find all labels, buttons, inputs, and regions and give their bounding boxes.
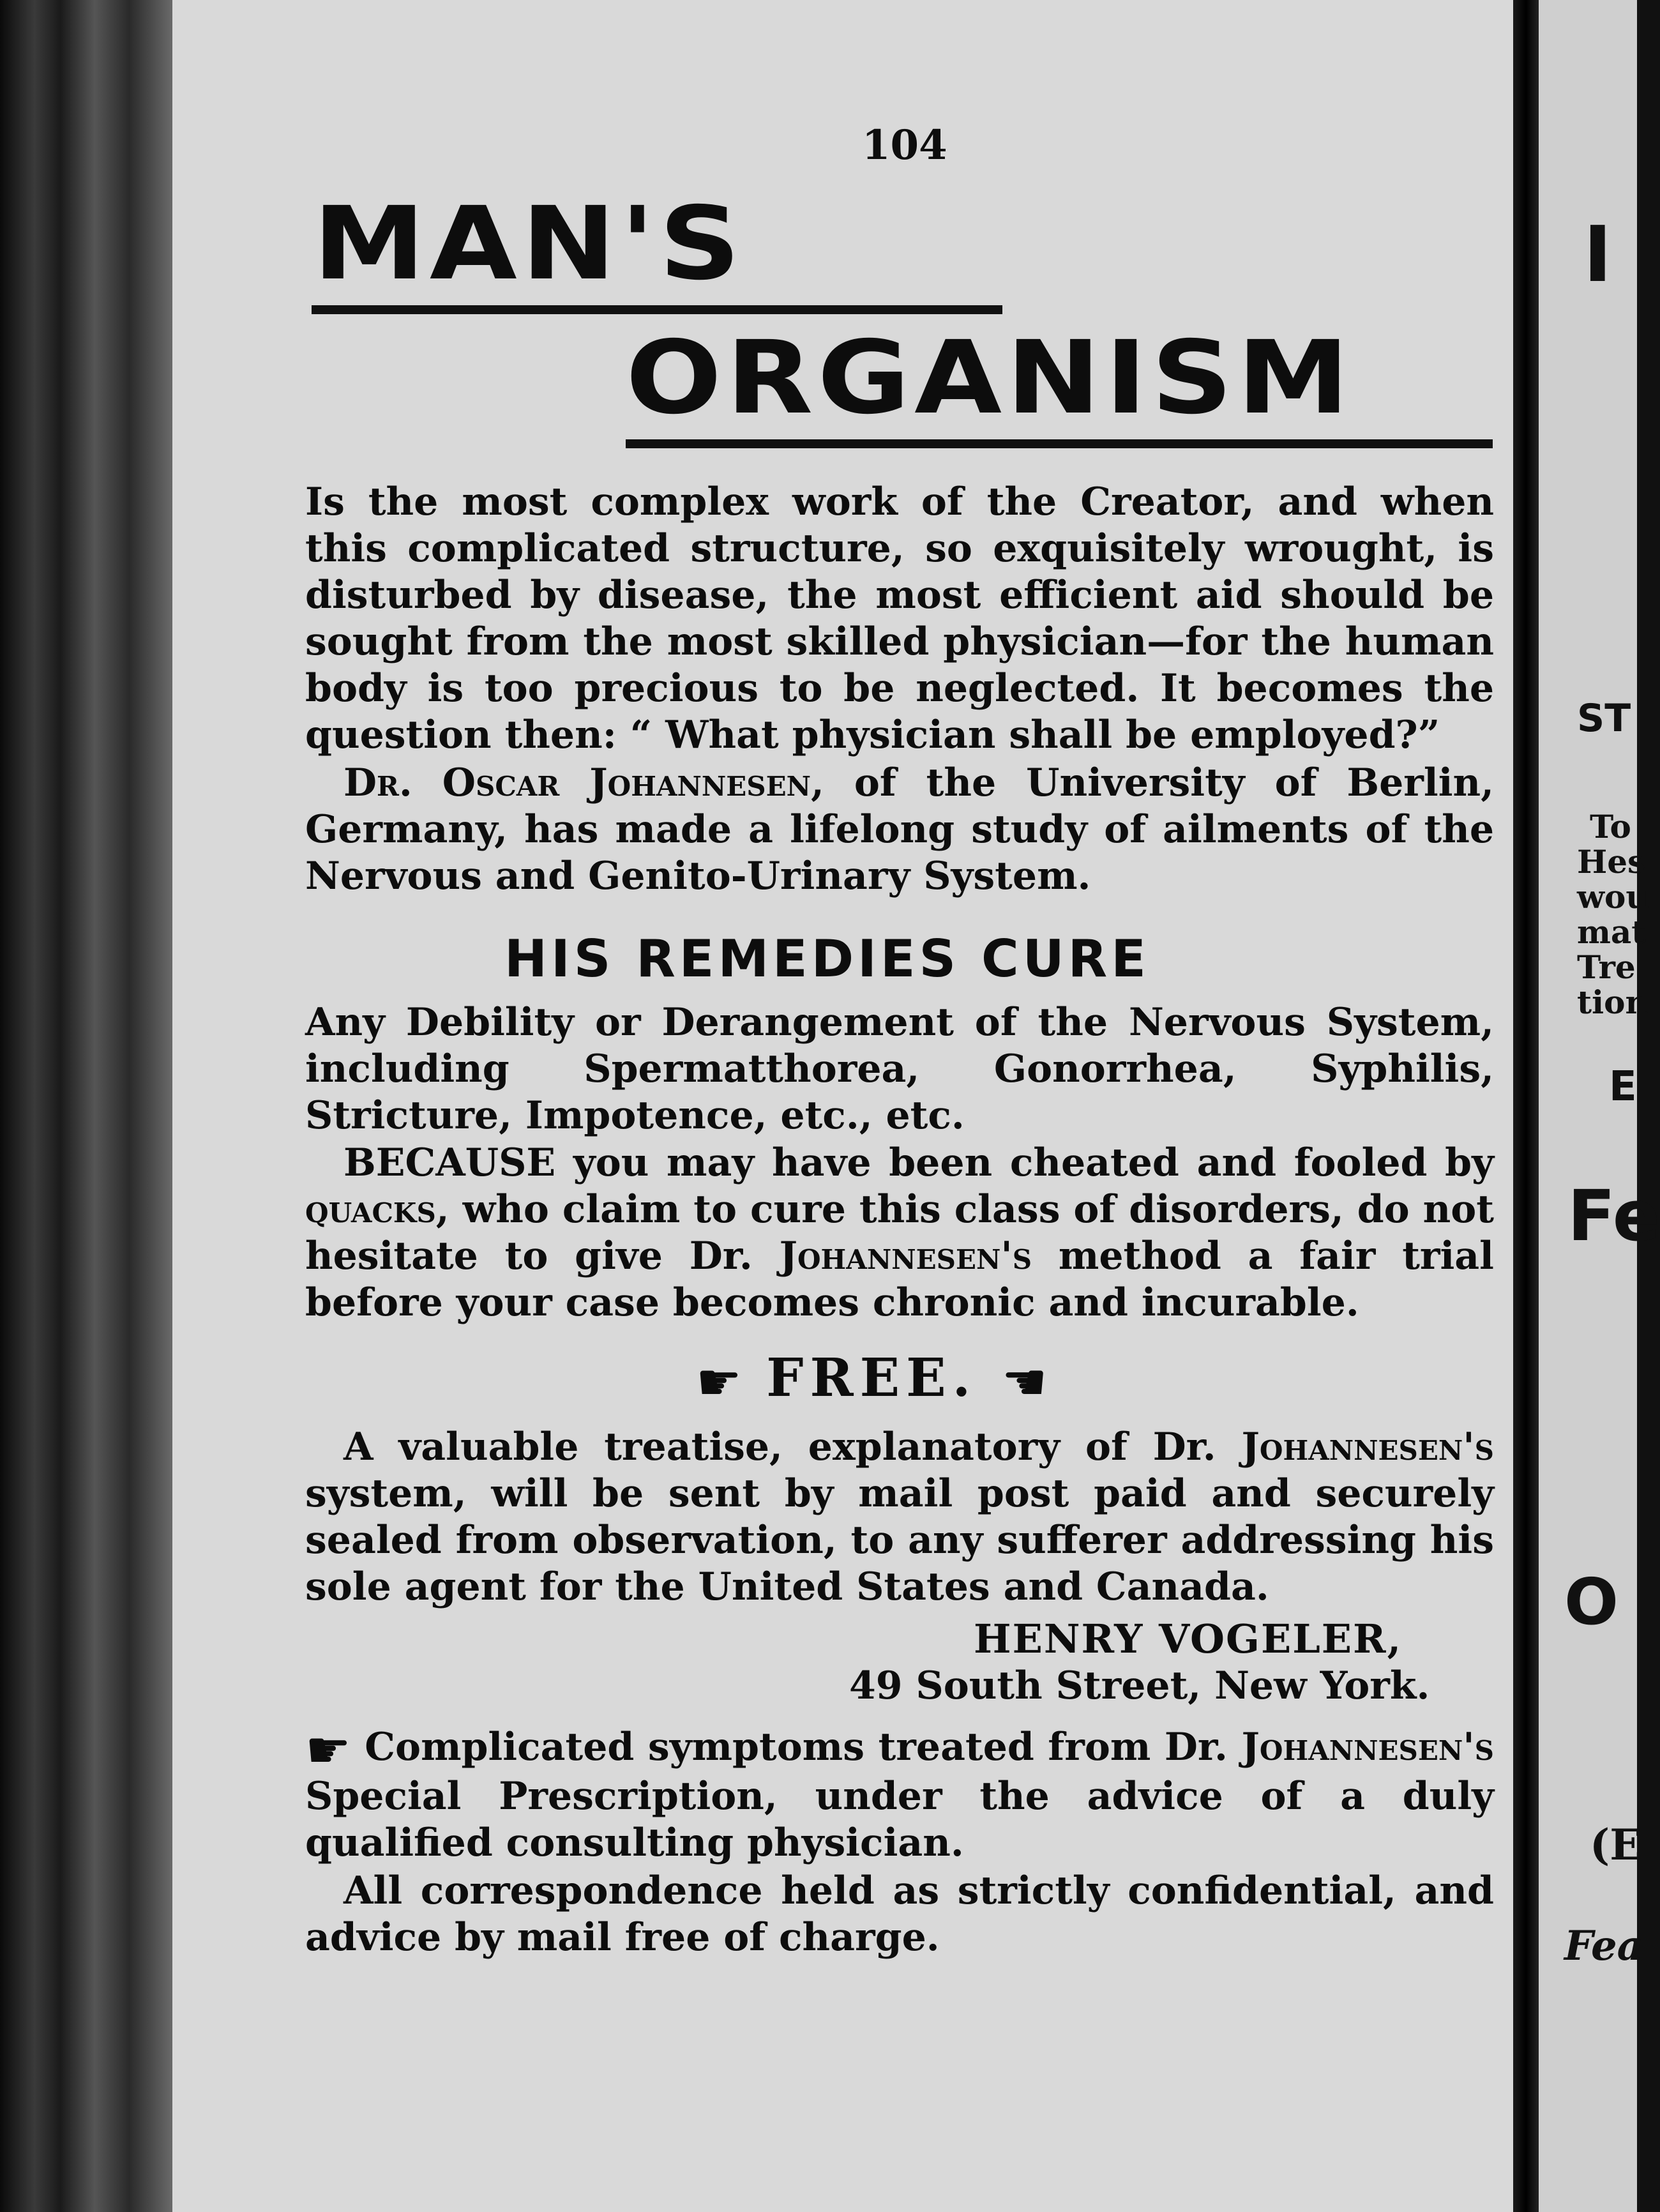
facing-line: wou — [1577, 878, 1649, 916]
headline-rule-1 — [312, 305, 1002, 314]
doctor-paragraph — [305, 760, 1494, 900]
free-heading — [696, 1347, 1047, 1412]
doctor-paragraph-text: of the University of Berlin, Germany, has made a lifelong study of ailments of the Nervous and Genito-Urinary System. — [305, 761, 1495, 898]
treatise-paragraph — [305, 1424, 1494, 1610]
pointing-hand-left-icon: ☚ — [1001, 1352, 1048, 1413]
symptoms-text-b: Special Prescription, under the advice of a duly qualified consulting physician. — [305, 1774, 1494, 1865]
pointing-hand-icon: ☛ — [305, 1720, 351, 1780]
facing-page-edge — [1539, 0, 1660, 2212]
headline-line-2: ORGANISM — [626, 319, 1354, 437]
pointing-hand-right-icon: ☛ — [696, 1352, 742, 1413]
book-page — [172, 0, 1513, 2212]
facing-line: Fe — [1567, 1175, 1660, 1257]
remedies-paragraph: Any Debility or Derangement of the Nervous System, including Spermatthorea, Gonorrhea, Syphilis, Stricture, Impotence, etc., etc. — [305, 1000, 1494, 1138]
facing-line: ST — [1577, 696, 1631, 741]
because-paragraph — [305, 1140, 1494, 1326]
page-gutter — [1513, 0, 1539, 2212]
signature-name: HENRY VOGELER, — [974, 1616, 1403, 1662]
symptoms-paragraph — [305, 1720, 1494, 1867]
because-text-a: BECAUSE you may have been cheated and fooled by — [343, 1140, 1494, 1185]
symptoms-text-a: Complicated symptoms treated from Dr. — [351, 1725, 1242, 1769]
facing-line: tion — [1577, 983, 1649, 1021]
correspondence-paragraph: All correspondence held as strictly confidential, and advice by mail free of charge. — [305, 1868, 1494, 1960]
treatise-text-b: system, will be sent by mail post paid and securely sealed from observation, to any sufferer addressing his sole agent for the United States and Canada. — [305, 1471, 1494, 1609]
facing-line: Tre — [1577, 948, 1636, 986]
facing-line: To — [1590, 808, 1631, 845]
facing-line: mat — [1577, 913, 1647, 951]
johannesen-name-3: Johannesen's — [1241, 1725, 1494, 1769]
book-spine — [0, 0, 172, 2212]
page-number: 104 — [862, 121, 947, 169]
facing-line: O — [1564, 1564, 1619, 1639]
facing-line: Hes — [1577, 843, 1646, 881]
because-text-b: who claim to cure this class of disorders, do not hesitate to give Dr. — [305, 1187, 1494, 1278]
remedies-subhead: HIS REMEDIES CURE — [504, 929, 1150, 989]
johannesen-name: Johannesen's — [779, 1234, 1032, 1278]
intro-paragraph: Is the most complex work of the Creator, and when this complicated structure, so exquisitely wrought, is disturbed by disease, the most efficient aid should be sought from the most skilled physician—for the human body is too precious to be neglected. It becomes the question then: “ What physician shall be employed?” — [305, 480, 1494, 757]
quacks-word: quacks, — [305, 1187, 449, 1232]
headline-line-1: MAN'S — [313, 185, 745, 303]
facing-line: (E — [1590, 1820, 1642, 1870]
free-label: FREE. — [766, 1347, 977, 1409]
headline-rule-2 — [626, 439, 1493, 448]
signature-address: 49 South Street, New York. — [849, 1663, 1430, 1708]
facing-line: E — [1609, 1063, 1637, 1110]
doctor-name: Dr. Oscar Johannesen, — [343, 761, 824, 805]
treatise-text-a: A valuable treatise, explanatory of Dr. — [343, 1425, 1242, 1469]
because-text-c: method a fair trial before your case becomes chronic and incurable. — [305, 1234, 1494, 1325]
facing-line: I — [1583, 211, 1612, 299]
facing-line: Fea — [1564, 1922, 1644, 1970]
johannesen-name-2: Johannesen's — [1241, 1425, 1494, 1469]
